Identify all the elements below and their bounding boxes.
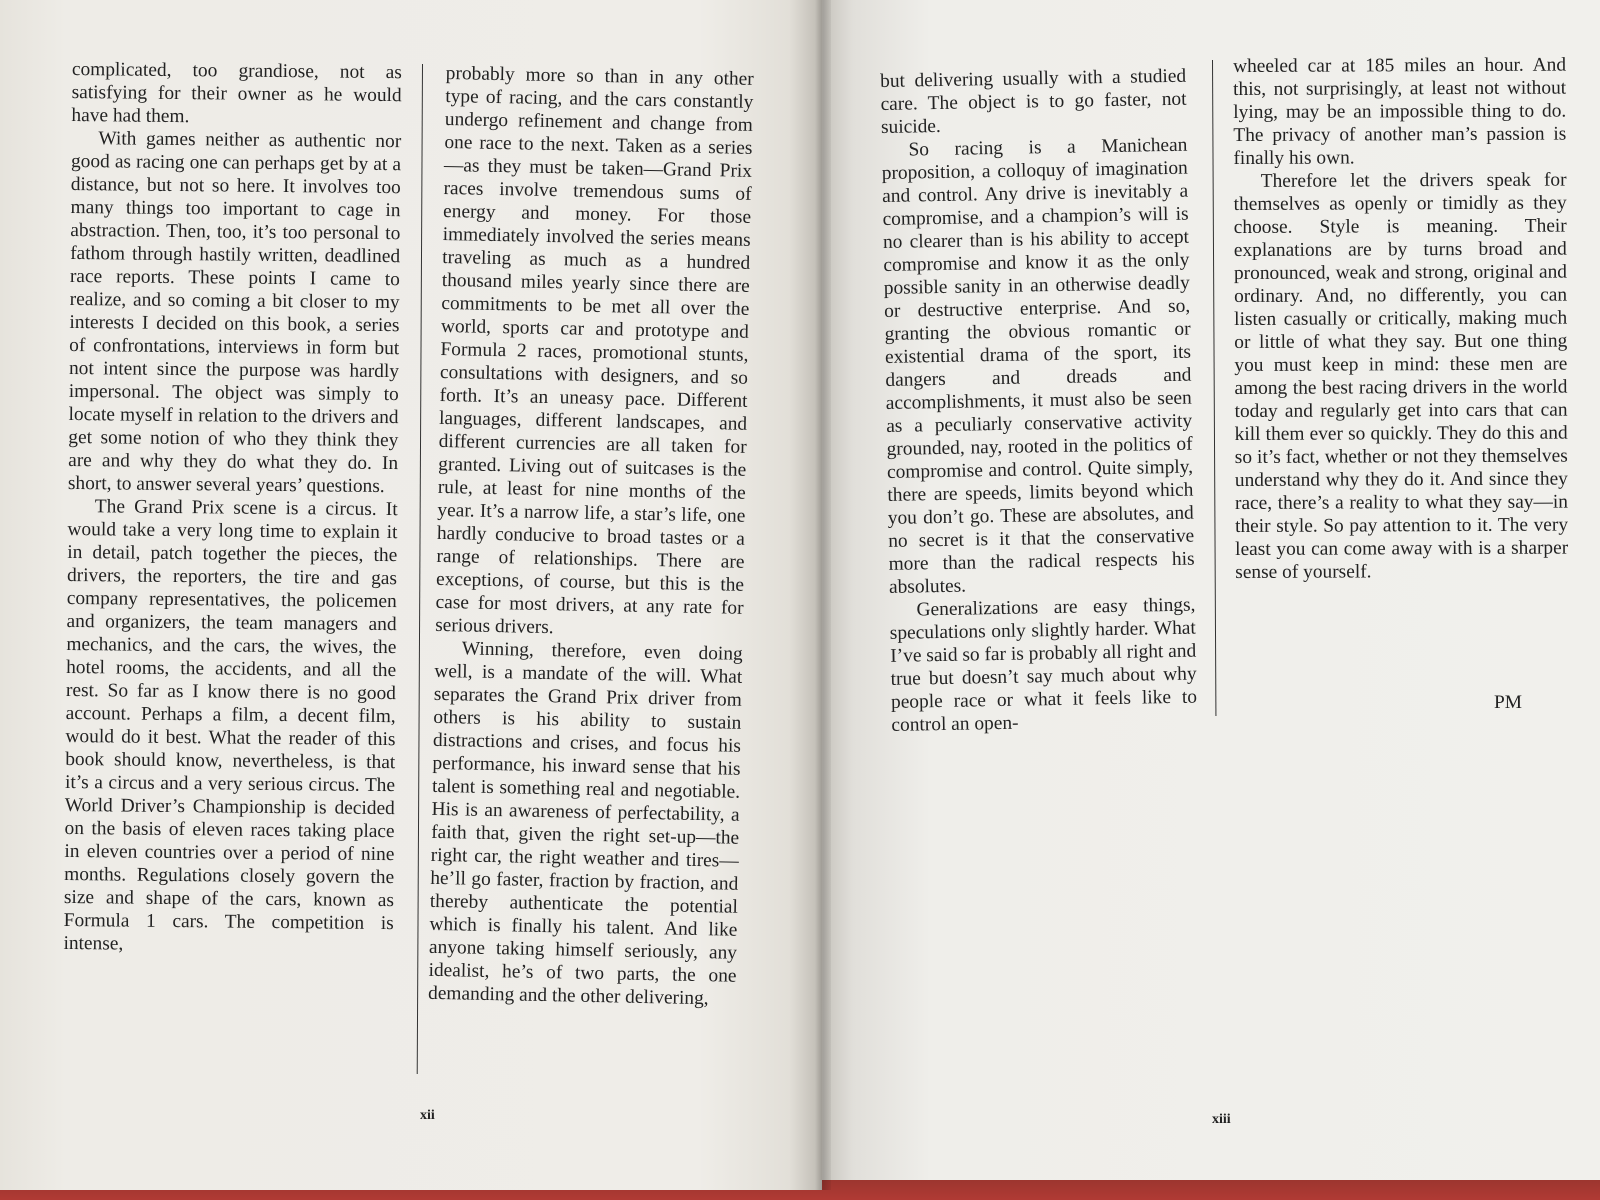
right-page-column-2 bbox=[1233, 54, 1568, 584]
book-gutter-shadow bbox=[815, 0, 831, 1190]
paragraph: wheeled car at 185 miles an hour. And this, not surprisingly, at least not without lying, may be an impossible thing to do. The privacy of another man’s passion is finally his own. bbox=[1233, 54, 1567, 169]
author-initials: PM bbox=[1494, 692, 1523, 713]
paragraph: Winning, therefore, even doing well, is a mandate of the will. What separates the Grand Prix driver from others is his ability to sustain distractions and crises, and focus his performance, his inward sense that his talent is something real and negotiable. His is an awareness of perfectability, a faith that, given the right set-up—the right car, the right weather and tires—he’ll go faster, fraction by fraction, and thereby authenticate the potential which is finally his talent. And like anyone taking himself seriously, any idealist, he’s of two parts, the one demanding and the other delivering, bbox=[427, 638, 743, 1010]
paragraph: The Grand Prix scene is a circus. It would take a very long time to explain it in detail, patch together the pieces, the drivers, the reporters, the tire and gas company representatives, the policemen and organizers, the team managers and mechanics, and the cars, the wives, the hotel rooms, the accidents, and all the rest. So far as I know there is no good account. Perhaps a film, a decent film, would do it best. What the reader of this book should know, nevertheless, is that it’s a circus and a very serious circus. The World Driver’s Championship is decided on the basis of eleven races taking place in eleven countries over a period of nine months. Regulations closely govern the size and shape of the cars, known as Formula 1 cars. The competition is intense, bbox=[63, 496, 398, 955]
paragraph: With games neither as authentic nor good as racing one can perhaps get by at a distance, but not so here. It involves too many things too important to cage in abstraction. Then, too, it’s too personal to fathom through hastily written, deadlined race reports. These points I came to realize, and so coming a bit closer to my interests I decided on this book, a series of confrontations, interviews in form but not intent since the purpose was hardly impersonal. The object was simply to locate myself in relation to the drivers and get some notion of who they think they are and why they do what they do. In short, to answer several years’ questions. bbox=[67, 128, 402, 498]
column-divider bbox=[1212, 60, 1216, 716]
left-page-column-2 bbox=[428, 62, 754, 1011]
page-number: xiii bbox=[1212, 1112, 1231, 1127]
left-page-column-1 bbox=[63, 58, 402, 958]
right-page bbox=[822, 0, 1600, 1180]
paragraph: probably more so than in any other type of racing, and the cars constantly undergo refinement and change from one race to the next. Taken as a series—as they must be taken—Grand Prix races involve tremendous sums of energy and money. For those immediately involved the series means traveling as much as a hundred thousand miles yearly since there are commitments to be met all over the world, sports car and prototype and Formula 2 races, promotional stunts, consultations with designers, and so forth. It’s an uneasy pace. Different languages, different landscapes, and different currencies are all taken for granted. Living out of suitcases is the rule, at least for nine months of the year. It’s a narrow life, a star’s life, one hardly conducive to broad tastes or a range of relationships. There are exceptions, of course, but this is the case for most drivers, at any rate for serious drivers. bbox=[434, 62, 754, 639]
paragraph: but delivering usually with a studied care. The object is to go faster, not suicide. bbox=[880, 65, 1187, 138]
paragraph: Therefore let the drivers speak for themselves as openly or timidly as they choose. Style is meaning. Their explanations are by turns broad and pronounced, weak and strong, original and ordinary. And, no differently, you can listen casually or critically, making much or little of what they say. But one thing you must keep in mind: these men are among the best racing drivers in the world today and regularly get into cars that can kill them ever so quickly. They do this and so it’s fact, whether or not they themselves understand why they do it. And since they race, there’s a reality to what they say—in their style. So pay attention to it. The very least you can come away with is a sharper sense of yourself. bbox=[1233, 169, 1569, 583]
paragraph: So racing is a Manichean proposition, a colloquy of imagination and control. Any drive is inevitably a compromise, and a champion’s will is no clearer than is his ability to accept compromise and know it as the only possible sanity in an otherwise deadly or destructive enterprise. And so, granting the obvious romantic or existential drama of the sport, its dangers and dreads and accomplishments, it must also be seen as a peculiarly conservative activity grounded, nay, rooted in the politics of compromise and control. Quite simply, there are speeds, limits beyond which you don’t go. These are absolutes, and no secret is it that the conservative more than the radical respects his absolutes. bbox=[881, 134, 1195, 598]
page-number: xii bbox=[420, 1108, 435, 1123]
right-page-column-1 bbox=[880, 65, 1198, 737]
paragraph: complicated, too grandiose, not as satisfying for their owner as he would have had them. bbox=[71, 58, 402, 128]
column-divider bbox=[417, 64, 423, 1074]
paragraph: Generalizations are easy things, speculations only slightly harder. What I’ve said so far is probably all right and true but doesn’t say much about why people race or what it feels like to control an open- bbox=[889, 594, 1198, 736]
